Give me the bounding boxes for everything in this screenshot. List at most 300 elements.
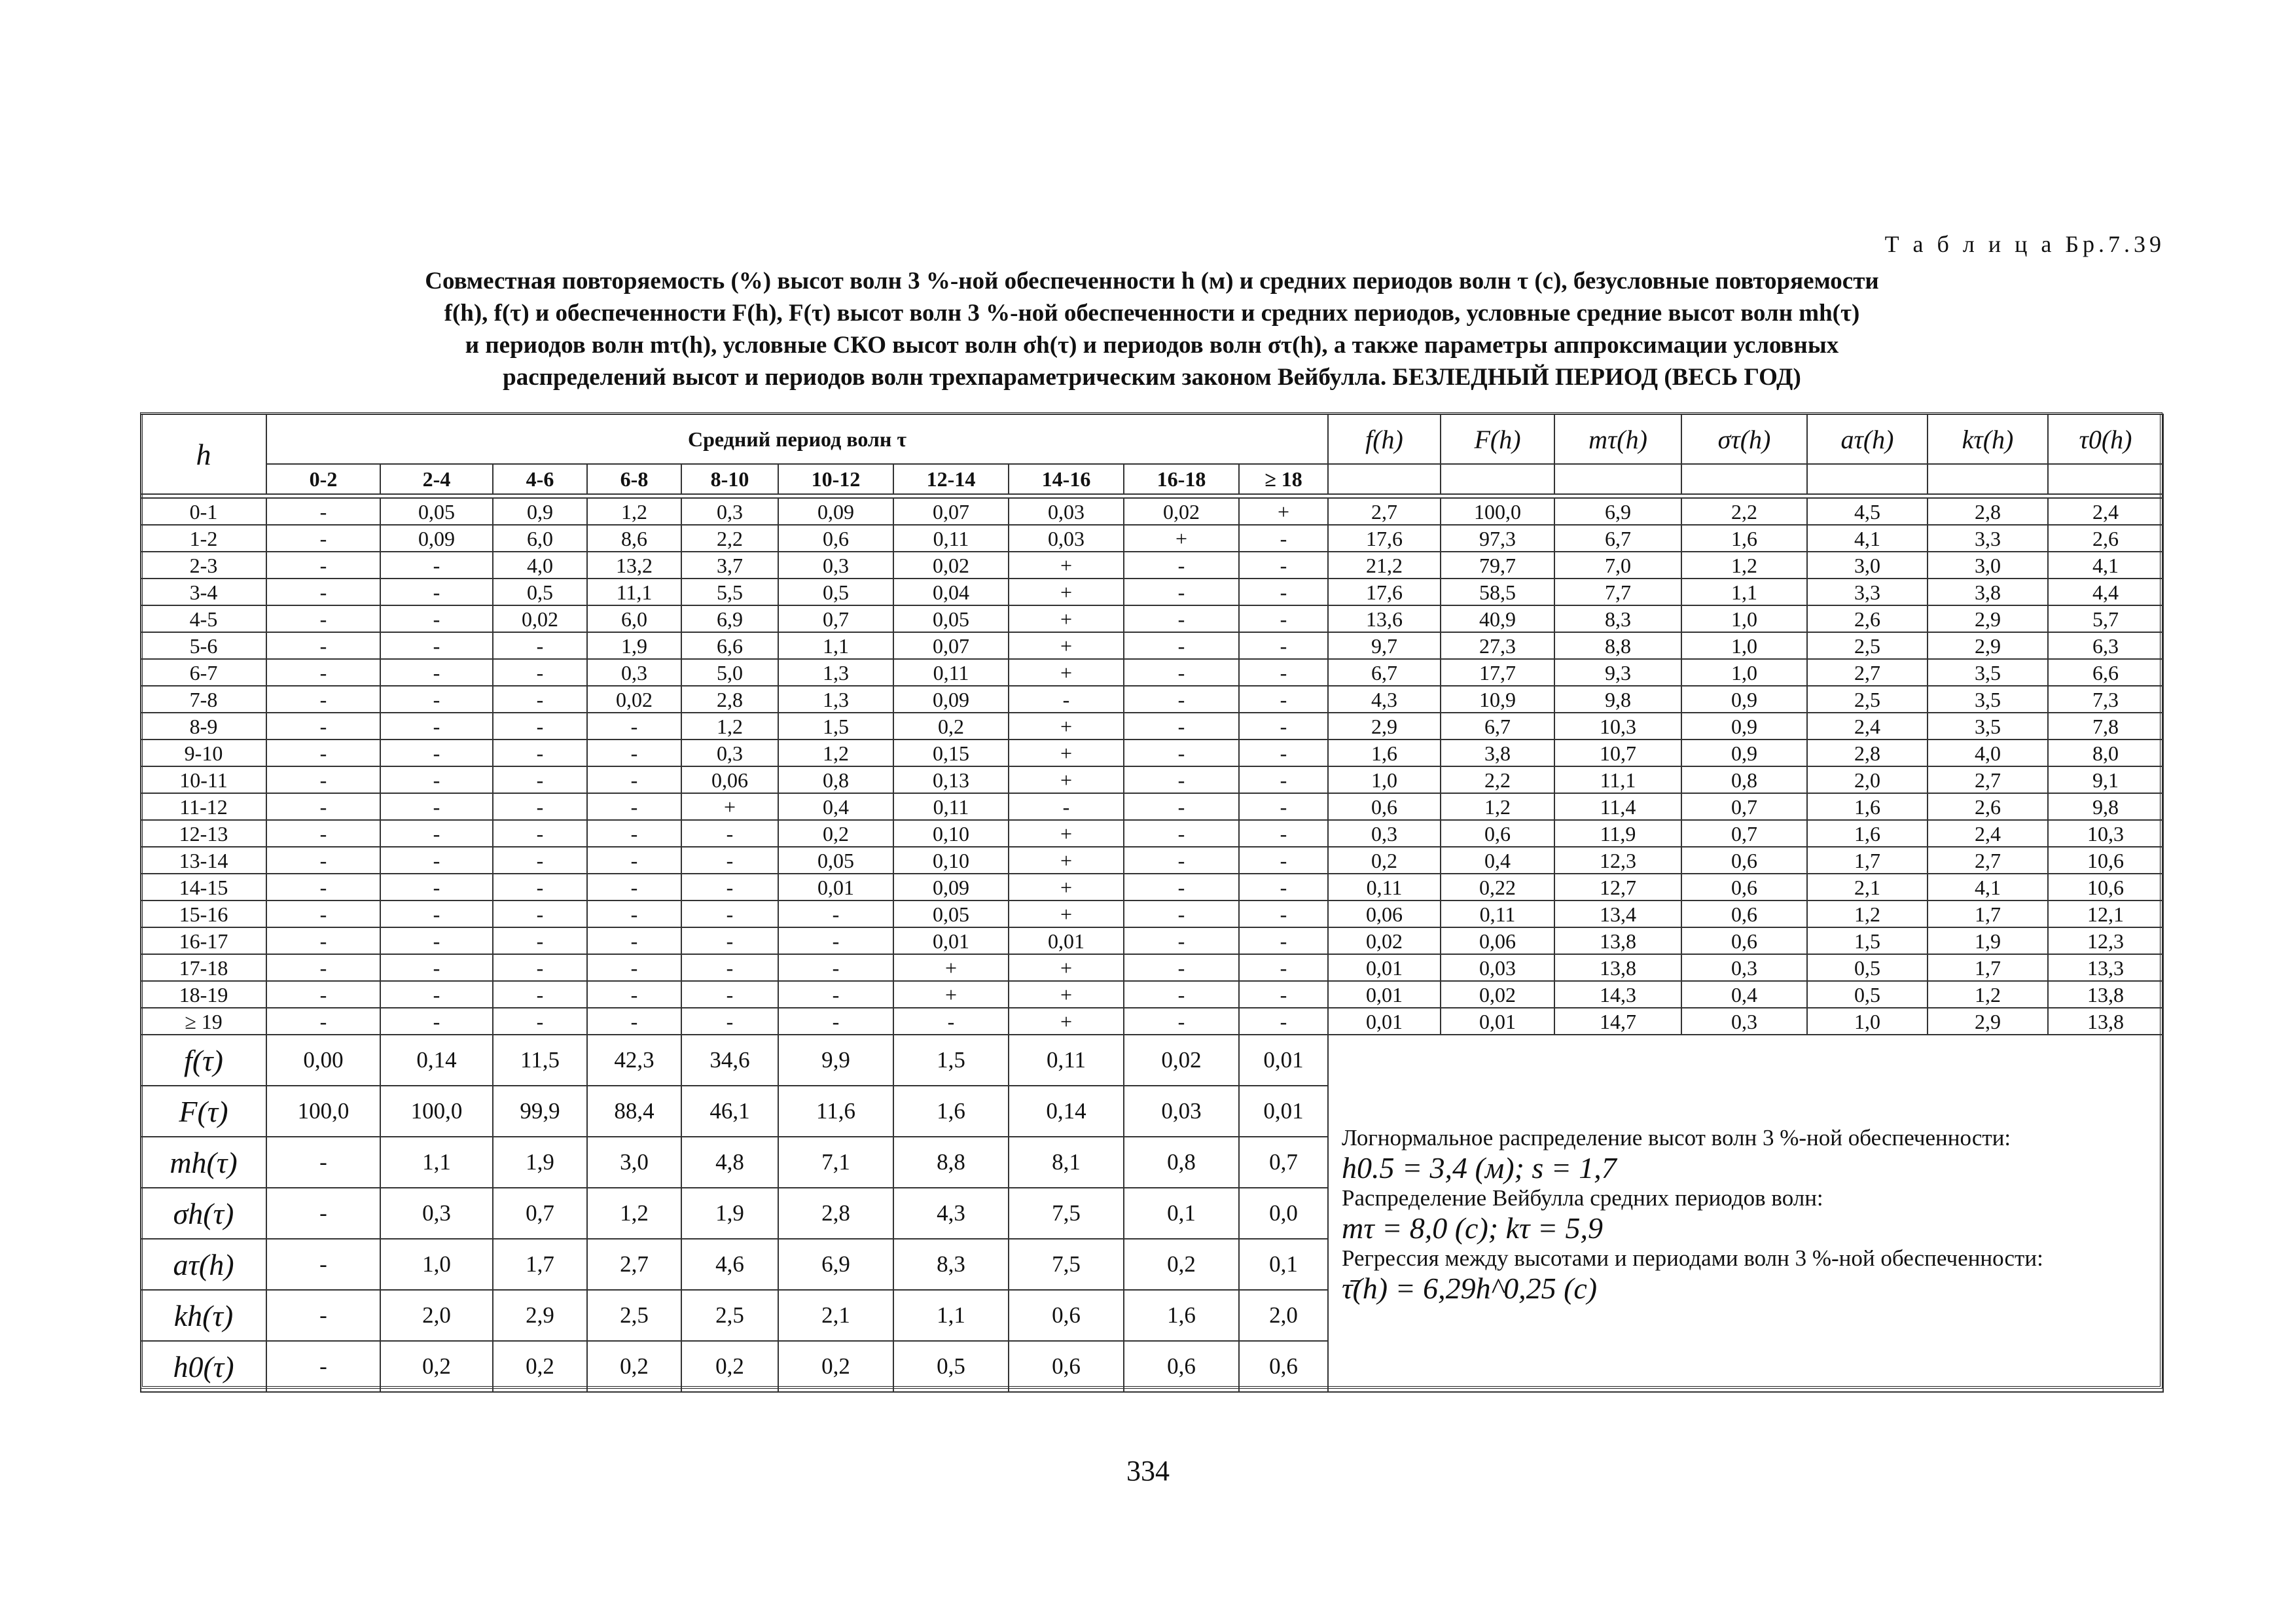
value-cell: + — [1009, 552, 1124, 579]
summary-value-cell: 0,0 — [1239, 1188, 1328, 1239]
value-cell: 0,2 — [893, 713, 1009, 740]
value-cell: 2,6 — [1928, 793, 2048, 820]
value-cell: - — [778, 981, 893, 1008]
regression-formula: τ̄(h) = 6,29h^0,25 (с) — [1342, 1272, 1598, 1305]
value-cell: - — [380, 927, 493, 954]
summary-label: f(τ) — [141, 1035, 266, 1086]
value-cell: 0,4 — [1441, 847, 1554, 874]
value-cell: - — [1124, 981, 1239, 1008]
period-bin-header: 4-6 — [493, 464, 587, 494]
value-cell: - — [1124, 954, 1239, 981]
value-cell: - — [1239, 874, 1328, 901]
value-cell: - — [1124, 605, 1239, 632]
summary-value-cell: 2,5 — [681, 1290, 778, 1341]
h-range-cell: 3-4 — [141, 579, 266, 605]
period-bin-header: 14-16 — [1009, 464, 1124, 494]
value-cell: 0,01 — [1328, 1008, 1441, 1035]
value-cell: 7,7 — [1554, 579, 1681, 605]
value-cell: + — [893, 954, 1009, 981]
value-cell: 0,05 — [380, 498, 493, 525]
value-cell: 9,3 — [1554, 659, 1681, 686]
page-number: 334 — [1126, 1455, 1170, 1487]
value-cell: 0,5 — [1807, 954, 1928, 981]
value-cell: 1,5 — [1807, 927, 1928, 954]
summary-value-cell: - — [266, 1188, 380, 1239]
summary-value-cell: 3,0 — [587, 1137, 681, 1188]
value-cell: - — [1239, 981, 1328, 1008]
value-cell: 2,8 — [1807, 740, 1928, 766]
value-cell: 17,6 — [1328, 579, 1441, 605]
value-cell: - — [266, 874, 380, 901]
value-cell: 10,3 — [1554, 713, 1681, 740]
summary-value-cell: 0,02 — [1124, 1035, 1239, 1086]
summary-value-cell: 0,1 — [1239, 1239, 1328, 1290]
h-range-cell: 6-7 — [141, 659, 266, 686]
value-cell: - — [380, 579, 493, 605]
h-range-cell: 5-6 — [141, 632, 266, 659]
value-cell: 0,03 — [1009, 498, 1124, 525]
summary-value-cell: 1,6 — [1124, 1290, 1239, 1341]
summary-value-cell: 7,1 — [778, 1137, 893, 1188]
value-cell: 1,2 — [1441, 793, 1554, 820]
summary-value-cell: - — [266, 1137, 380, 1188]
h-range-cell: 7-8 — [141, 686, 266, 713]
value-cell: 12,3 — [1554, 847, 1681, 874]
value-cell: 6,7 — [1328, 659, 1441, 686]
summary-value-cell: 0,2 — [587, 1341, 681, 1392]
value-cell: 6,0 — [493, 525, 587, 552]
value-cell: - — [493, 901, 587, 927]
summary-label: aτ(h) — [141, 1239, 266, 1290]
value-cell: 21,2 — [1328, 552, 1441, 579]
value-cell: 2,2 — [681, 525, 778, 552]
value-cell: - — [493, 847, 587, 874]
value-cell: 6,6 — [2048, 659, 2163, 686]
value-cell: - — [266, 498, 380, 525]
value-cell: - — [587, 981, 681, 1008]
value-cell: 0,01 — [1009, 927, 1124, 954]
table-row — [141, 954, 2163, 981]
value-cell: - — [1009, 793, 1124, 820]
stat-column-header: mτ(h) — [1554, 414, 1681, 464]
value-cell: - — [1124, 793, 1239, 820]
value-cell: 4,0 — [493, 552, 587, 579]
value-cell: - — [380, 981, 493, 1008]
distribution-notes — [1328, 1035, 2163, 1392]
value-cell: 0,3 — [681, 740, 778, 766]
value-cell: + — [1009, 901, 1124, 927]
header-row — [141, 414, 2163, 464]
value-cell: - — [266, 713, 380, 740]
value-cell: 13,8 — [1554, 927, 1681, 954]
period-bin-header: ≥ 18 — [1239, 464, 1328, 494]
value-cell: 2,7 — [1807, 659, 1928, 686]
summary-value-cell: 100,0 — [266, 1086, 380, 1137]
value-cell: 9,1 — [2048, 766, 2163, 793]
value-cell: 7,3 — [2048, 686, 2163, 713]
caption-line-3: и периодов волн mτ(h), условные СКО высот волн σh(τ) и периодов волн στ(h), а также параметры аппроксимации условных — [465, 332, 1839, 359]
value-cell: 0,5 — [778, 579, 893, 605]
value-cell: - — [493, 874, 587, 901]
table-row — [141, 552, 2163, 579]
value-cell: 13,3 — [2048, 954, 2163, 981]
value-cell: 27,3 — [1441, 632, 1554, 659]
value-cell: - — [587, 874, 681, 901]
summary-value-cell: 2,0 — [1239, 1290, 1328, 1341]
value-cell: 3,7 — [681, 552, 778, 579]
value-cell: 3,3 — [1807, 579, 1928, 605]
value-cell: - — [681, 874, 778, 901]
value-cell: 6,0 — [587, 605, 681, 632]
table-row — [141, 927, 2163, 954]
value-cell: 11,4 — [1554, 793, 1681, 820]
table-row — [141, 820, 2163, 847]
value-cell: 1,1 — [778, 632, 893, 659]
value-cell: 1,2 — [587, 498, 681, 525]
summary-label: mh(τ) — [141, 1137, 266, 1188]
value-cell: 1,7 — [1928, 901, 2048, 927]
summary-value-cell: 0,03 — [1124, 1086, 1239, 1137]
value-cell: - — [493, 686, 587, 713]
summary-value-cell: 0,14 — [380, 1035, 493, 1086]
value-cell: 0,09 — [380, 525, 493, 552]
value-cell: 0,3 — [1681, 1008, 1807, 1035]
stat-column-header: f(h) — [1328, 414, 1441, 464]
summary-value-cell: 0,8 — [1124, 1137, 1239, 1188]
value-cell: 1,6 — [1681, 525, 1807, 552]
summary-value-cell: 2,7 — [587, 1239, 681, 1290]
value-cell: + — [893, 981, 1009, 1008]
summary-value-cell: 11,6 — [778, 1086, 893, 1137]
value-cell: - — [681, 954, 778, 981]
value-cell: 0,6 — [1328, 793, 1441, 820]
value-cell: 2,2 — [1441, 766, 1554, 793]
summary-value-cell: 34,6 — [681, 1035, 778, 1086]
value-cell: + — [1009, 954, 1124, 981]
value-cell: 4,1 — [1928, 874, 2048, 901]
value-cell: - — [380, 901, 493, 927]
value-cell: 3,8 — [1928, 579, 2048, 605]
empty-header-cell — [1554, 464, 1681, 494]
h-range-cell: 12-13 — [141, 820, 266, 847]
value-cell: 4,3 — [1328, 686, 1441, 713]
value-cell: 0,05 — [778, 847, 893, 874]
summary-value-cell: 0,3 — [380, 1188, 493, 1239]
value-cell: 2,8 — [681, 686, 778, 713]
value-cell: 0,10 — [893, 847, 1009, 874]
value-cell: 0,9 — [493, 498, 587, 525]
table-row — [141, 525, 2163, 552]
value-cell: 12,1 — [2048, 901, 2163, 927]
value-cell: - — [266, 605, 380, 632]
value-cell: + — [1009, 659, 1124, 686]
empty-header-cell — [1807, 464, 1928, 494]
table-row — [141, 713, 2163, 740]
value-cell: 0,3 — [1328, 820, 1441, 847]
value-cell: 0,3 — [681, 498, 778, 525]
value-cell: 14,7 — [1554, 1008, 1681, 1035]
table-row — [141, 498, 2163, 525]
value-cell: 4,0 — [1928, 740, 2048, 766]
value-cell: - — [493, 740, 587, 766]
value-cell: - — [266, 686, 380, 713]
value-cell: 0,4 — [1681, 981, 1807, 1008]
value-cell: 7,8 — [2048, 713, 2163, 740]
caption-line-2: f(h), f(τ) и обеспеченности F(h), F(τ) высот волн 3 %-ной обеспеченности и средних периодов, условные средние высот волн mh(τ) — [444, 300, 1860, 327]
value-cell: - — [587, 820, 681, 847]
value-cell: 0,7 — [1681, 820, 1807, 847]
value-cell: - — [587, 1008, 681, 1035]
value-cell: 0,13 — [893, 766, 1009, 793]
caption-line-1: Совместная повторяемость (%) высот волн 3 %-ной обеспеченности h (м) и средних периодов волн τ (с), безусловные повторяемости — [425, 268, 1879, 294]
value-cell: - — [1124, 552, 1239, 579]
value-cell: 0,2 — [1328, 847, 1441, 874]
value-cell: - — [681, 1008, 778, 1035]
data-table — [140, 414, 2164, 1393]
summary-value-cell: 0,6 — [1009, 1341, 1124, 1392]
value-cell: 100,0 — [1441, 498, 1554, 525]
value-cell: 1,2 — [681, 713, 778, 740]
value-cell: - — [380, 686, 493, 713]
value-cell: 8,3 — [1554, 605, 1681, 632]
value-cell: - — [266, 901, 380, 927]
h-range-cell: 11-12 — [141, 793, 266, 820]
summary-label: σh(τ) — [141, 1188, 266, 1239]
value-cell: - — [1239, 954, 1328, 981]
value-cell: 12,3 — [2048, 927, 2163, 954]
value-cell: 0,3 — [778, 552, 893, 579]
period-bin-header: 10-12 — [778, 464, 893, 494]
table-row — [141, 605, 2163, 632]
value-cell: + — [1009, 579, 1124, 605]
value-cell: 13,8 — [2048, 1008, 2163, 1035]
summary-value-cell: 0,00 — [266, 1035, 380, 1086]
value-cell: 0,8 — [778, 766, 893, 793]
value-cell: + — [1009, 1008, 1124, 1035]
summary-value-cell: 0,2 — [778, 1341, 893, 1392]
value-cell: 4,5 — [1807, 498, 1928, 525]
value-cell: 58,5 — [1441, 579, 1554, 605]
value-cell: - — [493, 1008, 587, 1035]
value-cell: 7,0 — [1554, 552, 1681, 579]
value-cell: - — [493, 659, 587, 686]
value-cell: 1,0 — [1681, 632, 1807, 659]
value-cell: - — [380, 659, 493, 686]
value-cell: - — [493, 954, 587, 981]
value-cell: 0,06 — [1441, 927, 1554, 954]
value-cell: 6,9 — [681, 605, 778, 632]
value-cell: - — [1124, 820, 1239, 847]
table-row — [141, 659, 2163, 686]
value-cell: 2,6 — [2048, 525, 2163, 552]
value-cell: 6,6 — [681, 632, 778, 659]
value-cell: 1,3 — [778, 686, 893, 713]
caption-line-4: распределений высот и периодов волн трехпараметрическим законом Вейбулла. БЕЗЛЕДНЫЙ ПЕРИОД (ВЕСЬ ГОД) — [503, 364, 1801, 391]
summary-value-cell: 0,2 — [380, 1341, 493, 1392]
value-cell: 0,3 — [1681, 954, 1807, 981]
value-cell: 0,03 — [1009, 525, 1124, 552]
value-cell: 0,05 — [893, 605, 1009, 632]
value-cell: - — [1239, 820, 1328, 847]
value-cell: + — [681, 793, 778, 820]
period-bin-header: 16-18 — [1124, 464, 1239, 494]
value-cell: + — [1009, 981, 1124, 1008]
value-cell: - — [380, 820, 493, 847]
h-range-cell: 2-3 — [141, 552, 266, 579]
value-cell: - — [380, 847, 493, 874]
table-row — [141, 847, 2163, 874]
value-cell: 2,6 — [1807, 605, 1928, 632]
value-cell: - — [380, 552, 493, 579]
value-cell: 2,7 — [1928, 847, 2048, 874]
value-cell: 0,10 — [893, 820, 1009, 847]
value-cell: 0,7 — [778, 605, 893, 632]
value-cell: - — [1239, 1008, 1328, 1035]
summary-value-cell: - — [266, 1239, 380, 1290]
period-bin-header: 2-4 — [380, 464, 493, 494]
value-cell: 1,2 — [778, 740, 893, 766]
value-cell: - — [1239, 713, 1328, 740]
summary-label: F(τ) — [141, 1086, 266, 1137]
value-cell: 0,02 — [493, 605, 587, 632]
value-cell: - — [266, 954, 380, 981]
value-cell: - — [1239, 766, 1328, 793]
summary-value-cell: - — [266, 1341, 380, 1392]
value-cell: 0,11 — [893, 525, 1009, 552]
value-cell: 0,9 — [1681, 740, 1807, 766]
summary-label: h0(τ) — [141, 1341, 266, 1392]
value-cell: - — [266, 740, 380, 766]
value-cell: 0,02 — [1441, 981, 1554, 1008]
summary-value-cell: 0,7 — [493, 1188, 587, 1239]
value-cell: 2,7 — [1928, 766, 2048, 793]
value-cell: 17,7 — [1441, 659, 1554, 686]
summary-value-cell: 2,5 — [587, 1290, 681, 1341]
value-cell: 12,7 — [1554, 874, 1681, 901]
value-cell: + — [1009, 605, 1124, 632]
h-range-cell: 16-17 — [141, 927, 266, 954]
value-cell: 6,9 — [1554, 498, 1681, 525]
value-cell: - — [1239, 605, 1328, 632]
value-cell: - — [1124, 874, 1239, 901]
summary-value-cell: 1,9 — [681, 1188, 778, 1239]
value-cell: 0,04 — [893, 579, 1009, 605]
value-cell: 0,11 — [1328, 874, 1441, 901]
value-cell: 10,3 — [2048, 820, 2163, 847]
summary-value-cell: 0,01 — [1239, 1035, 1328, 1086]
value-cell: + — [1009, 740, 1124, 766]
stat-column-header: στ(h) — [1681, 414, 1807, 464]
value-cell: 0,5 — [493, 579, 587, 605]
value-cell: 2,0 — [1807, 766, 1928, 793]
value-cell: - — [266, 525, 380, 552]
value-cell: - — [778, 1008, 893, 1035]
summary-value-cell: 42,3 — [587, 1035, 681, 1086]
value-cell: 3,5 — [1928, 686, 2048, 713]
value-cell: 0,4 — [778, 793, 893, 820]
summary-value-cell: 8,1 — [1009, 1137, 1124, 1188]
value-cell: - — [1124, 686, 1239, 713]
value-cell: - — [587, 740, 681, 766]
value-cell: 3,5 — [1928, 659, 2048, 686]
value-cell: - — [1239, 847, 1328, 874]
value-cell: 10,6 — [2048, 874, 2163, 901]
value-cell: 2,9 — [1928, 1008, 2048, 1035]
value-cell: - — [1239, 901, 1328, 927]
value-cell: 2,4 — [2048, 498, 2163, 525]
value-cell: - — [266, 981, 380, 1008]
value-cell: 9,7 — [1328, 632, 1441, 659]
value-cell: 8,8 — [1554, 632, 1681, 659]
value-cell: 0,02 — [1124, 498, 1239, 525]
value-cell: - — [266, 820, 380, 847]
h-range-cell: 4-5 — [141, 605, 266, 632]
summary-value-cell: 2,8 — [778, 1188, 893, 1239]
value-cell: 2,9 — [1928, 605, 2048, 632]
value-cell: 0,9 — [1681, 686, 1807, 713]
value-cell: - — [1124, 632, 1239, 659]
value-cell: 0,7 — [1681, 793, 1807, 820]
value-cell: - — [1124, 713, 1239, 740]
value-cell: 3,8 — [1441, 740, 1554, 766]
h-range-cell: 8-9 — [141, 713, 266, 740]
value-cell: - — [1009, 686, 1124, 713]
value-cell: 13,2 — [587, 552, 681, 579]
value-cell: 0,06 — [1328, 901, 1441, 927]
value-cell: 0,6 — [1681, 874, 1807, 901]
value-cell: 14,3 — [1554, 981, 1681, 1008]
h-range-cell: 10-11 — [141, 766, 266, 793]
summary-value-cell: 7,5 — [1009, 1239, 1124, 1290]
value-cell: - — [587, 954, 681, 981]
value-cell: - — [1124, 766, 1239, 793]
summary-value-cell: 1,0 — [380, 1239, 493, 1290]
value-cell: 0,01 — [778, 874, 893, 901]
value-cell: 0,07 — [893, 632, 1009, 659]
value-cell: 1,7 — [1807, 847, 1928, 874]
value-cell: 10,9 — [1441, 686, 1554, 713]
value-cell: - — [266, 1008, 380, 1035]
table-row — [141, 579, 2163, 605]
summary-value-cell: 88,4 — [587, 1086, 681, 1137]
value-cell: 1,5 — [778, 713, 893, 740]
value-cell: 0,2 — [778, 820, 893, 847]
summary-value-cell: 0,01 — [1239, 1086, 1328, 1137]
table-row — [141, 1008, 2163, 1035]
value-cell: - — [893, 1008, 1009, 1035]
summary-value-cell: 8,8 — [893, 1137, 1009, 1188]
summary-value-cell: 100,0 — [380, 1086, 493, 1137]
period-bin-header: 8-10 — [681, 464, 778, 494]
h-range-cell: 14-15 — [141, 874, 266, 901]
value-cell: 13,6 — [1328, 605, 1441, 632]
value-cell: - — [1239, 525, 1328, 552]
value-cell: 2,8 — [1928, 498, 2048, 525]
value-cell: - — [266, 793, 380, 820]
value-cell: 0,01 — [1328, 954, 1441, 981]
value-cell: 1,1 — [1681, 579, 1807, 605]
summary-value-cell: 8,3 — [893, 1239, 1009, 1290]
value-cell: - — [266, 552, 380, 579]
value-cell: - — [493, 820, 587, 847]
value-cell: - — [266, 766, 380, 793]
value-cell: 0,01 — [1441, 1008, 1554, 1035]
summary-value-cell: 1,6 — [893, 1086, 1009, 1137]
value-cell: - — [1239, 793, 1328, 820]
summary-value-cell: 1,1 — [380, 1137, 493, 1188]
value-cell: - — [266, 579, 380, 605]
value-cell: 2,5 — [1807, 686, 1928, 713]
